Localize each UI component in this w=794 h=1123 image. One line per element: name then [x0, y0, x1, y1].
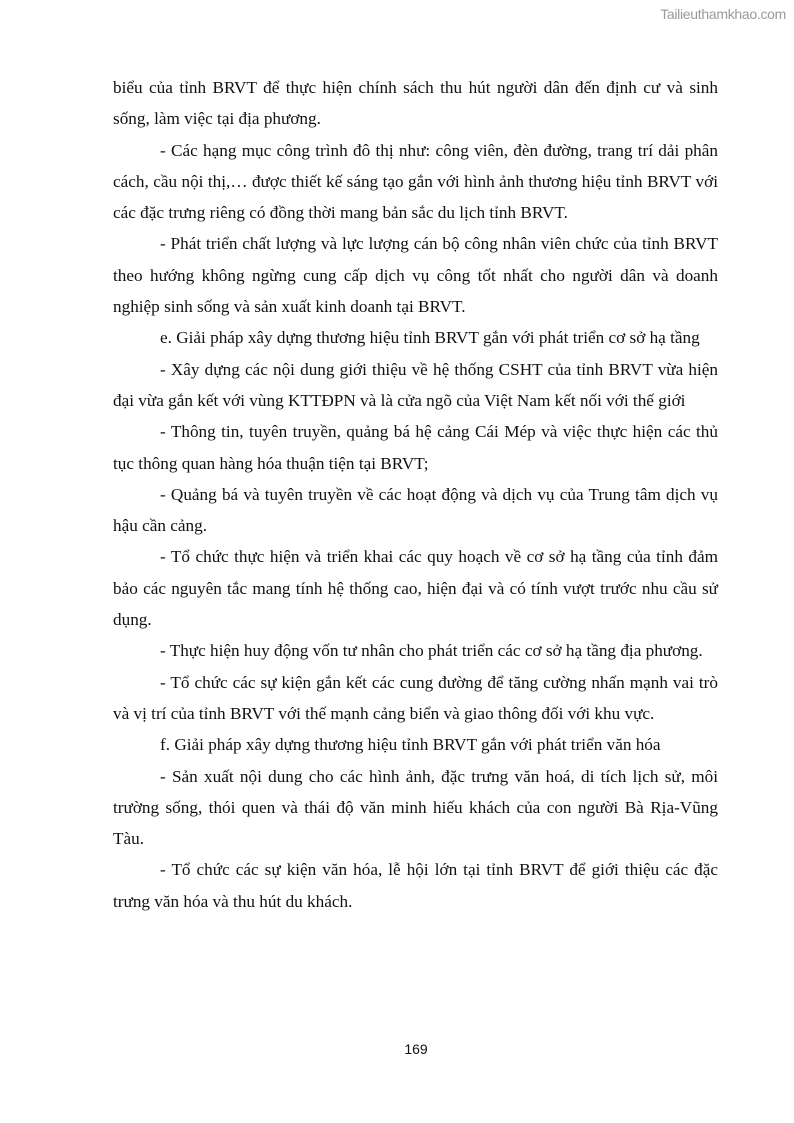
- bullet-cultural-content: - Sản xuất nội dung cho các hình ảnh, đặc trưng văn hoá, di tích lịch sử, môi trường sống, thói quen và thái độ văn minh hiếu khách của con người Bà Rịa-Vũng Tàu.: [113, 766, 718, 849]
- bullet-csht-introduction: - Xây dựng các nội dung giới thiệu về hệ thống CSHT của tỉnh BRVT vừa hiện đại vừa gắn kết với vùng KTTĐPN và là cửa ngõ của Việt Nam kết nối với thế giới: [113, 359, 718, 410]
- section-heading-f-culture: f. Giải pháp xây dựng thương hiệu tỉnh BRVT gắn với phát triển văn hóa: [160, 735, 661, 755]
- bullet-staff-quality: - Phát triển chất lượng và lực lượng cán bộ công nhân viên chức của tỉnh BRVT theo hướng không ngừng cung cấp dịch vụ công tốt nhất cho người dân và doanh nghiệp sinh sống và sản xuất kinh doanh tại BRVT.: [113, 234, 718, 317]
- bullet-cai-mep-port: - Thông tin, tuyên truyền, quảng bá hệ cảng Cái Mép và việc thực hiện các thủ tục thông quan hàng hóa thuận tiện tại BRVT;: [113, 422, 718, 473]
- bullet-logistics-center: - Quảng bá và tuyên truyền về các hoạt động và dịch vụ của Trung tâm dịch vụ hậu cần cảng.: [113, 484, 718, 536]
- bullet-route-events: - Tổ chức các sự kiện gắn kết các cung đường để tăng cường nhấn mạnh vai trò và vị trí của tỉnh BRVT với thế mạnh cảng biển và giao thông đối với khu vực.: [113, 672, 718, 723]
- bullet-cultural-festivals: - Tổ chức các sự kiện văn hóa, lễ hội lớn tại tỉnh BRVT để giới thiệu các đặc trưng văn hóa và thu hút du khách.: [113, 860, 718, 911]
- paragraph-continuation: biểu của tỉnh BRVT để thực hiện chính sách thu hút người dân đến định cư và sinh sống, làm việc tại địa phương.: [113, 78, 718, 129]
- document-body: [113, 72, 718, 917]
- watermark: Tailieuthamkhao.com: [660, 6, 786, 22]
- bullet-private-capital: - Thực hiện huy động vốn tư nhân cho phát triển các cơ sở hạ tầng địa phương.: [160, 641, 703, 661]
- section-heading-e-infrastructure: e. Giải pháp xây dựng thương hiệu tỉnh BRVT gắn với phát triển cơ sở hạ tầng: [160, 328, 700, 348]
- bullet-urban-works: - Các hạng mục công trình đô thị như: công viên, đèn đường, trang trí dải phân cách, cầu nội thị,… được thiết kế sáng tạo gắn với hình ảnh thương hiệu tỉnh BRVT với các đặc trưng riêng có đồng thời mang bản sắc du lịch tỉnh BRVT.: [113, 140, 718, 223]
- page-number: 169: [404, 1041, 428, 1057]
- bullet-infrastructure-planning: - Tổ chức thực hiện và triển khai các quy hoạch về cơ sở hạ tầng của tỉnh đảm bảo các nguyên tắc mang tính hệ thống cao, hiện đại và có tính vượt trước nhu cầu sử dụng.: [113, 547, 718, 630]
